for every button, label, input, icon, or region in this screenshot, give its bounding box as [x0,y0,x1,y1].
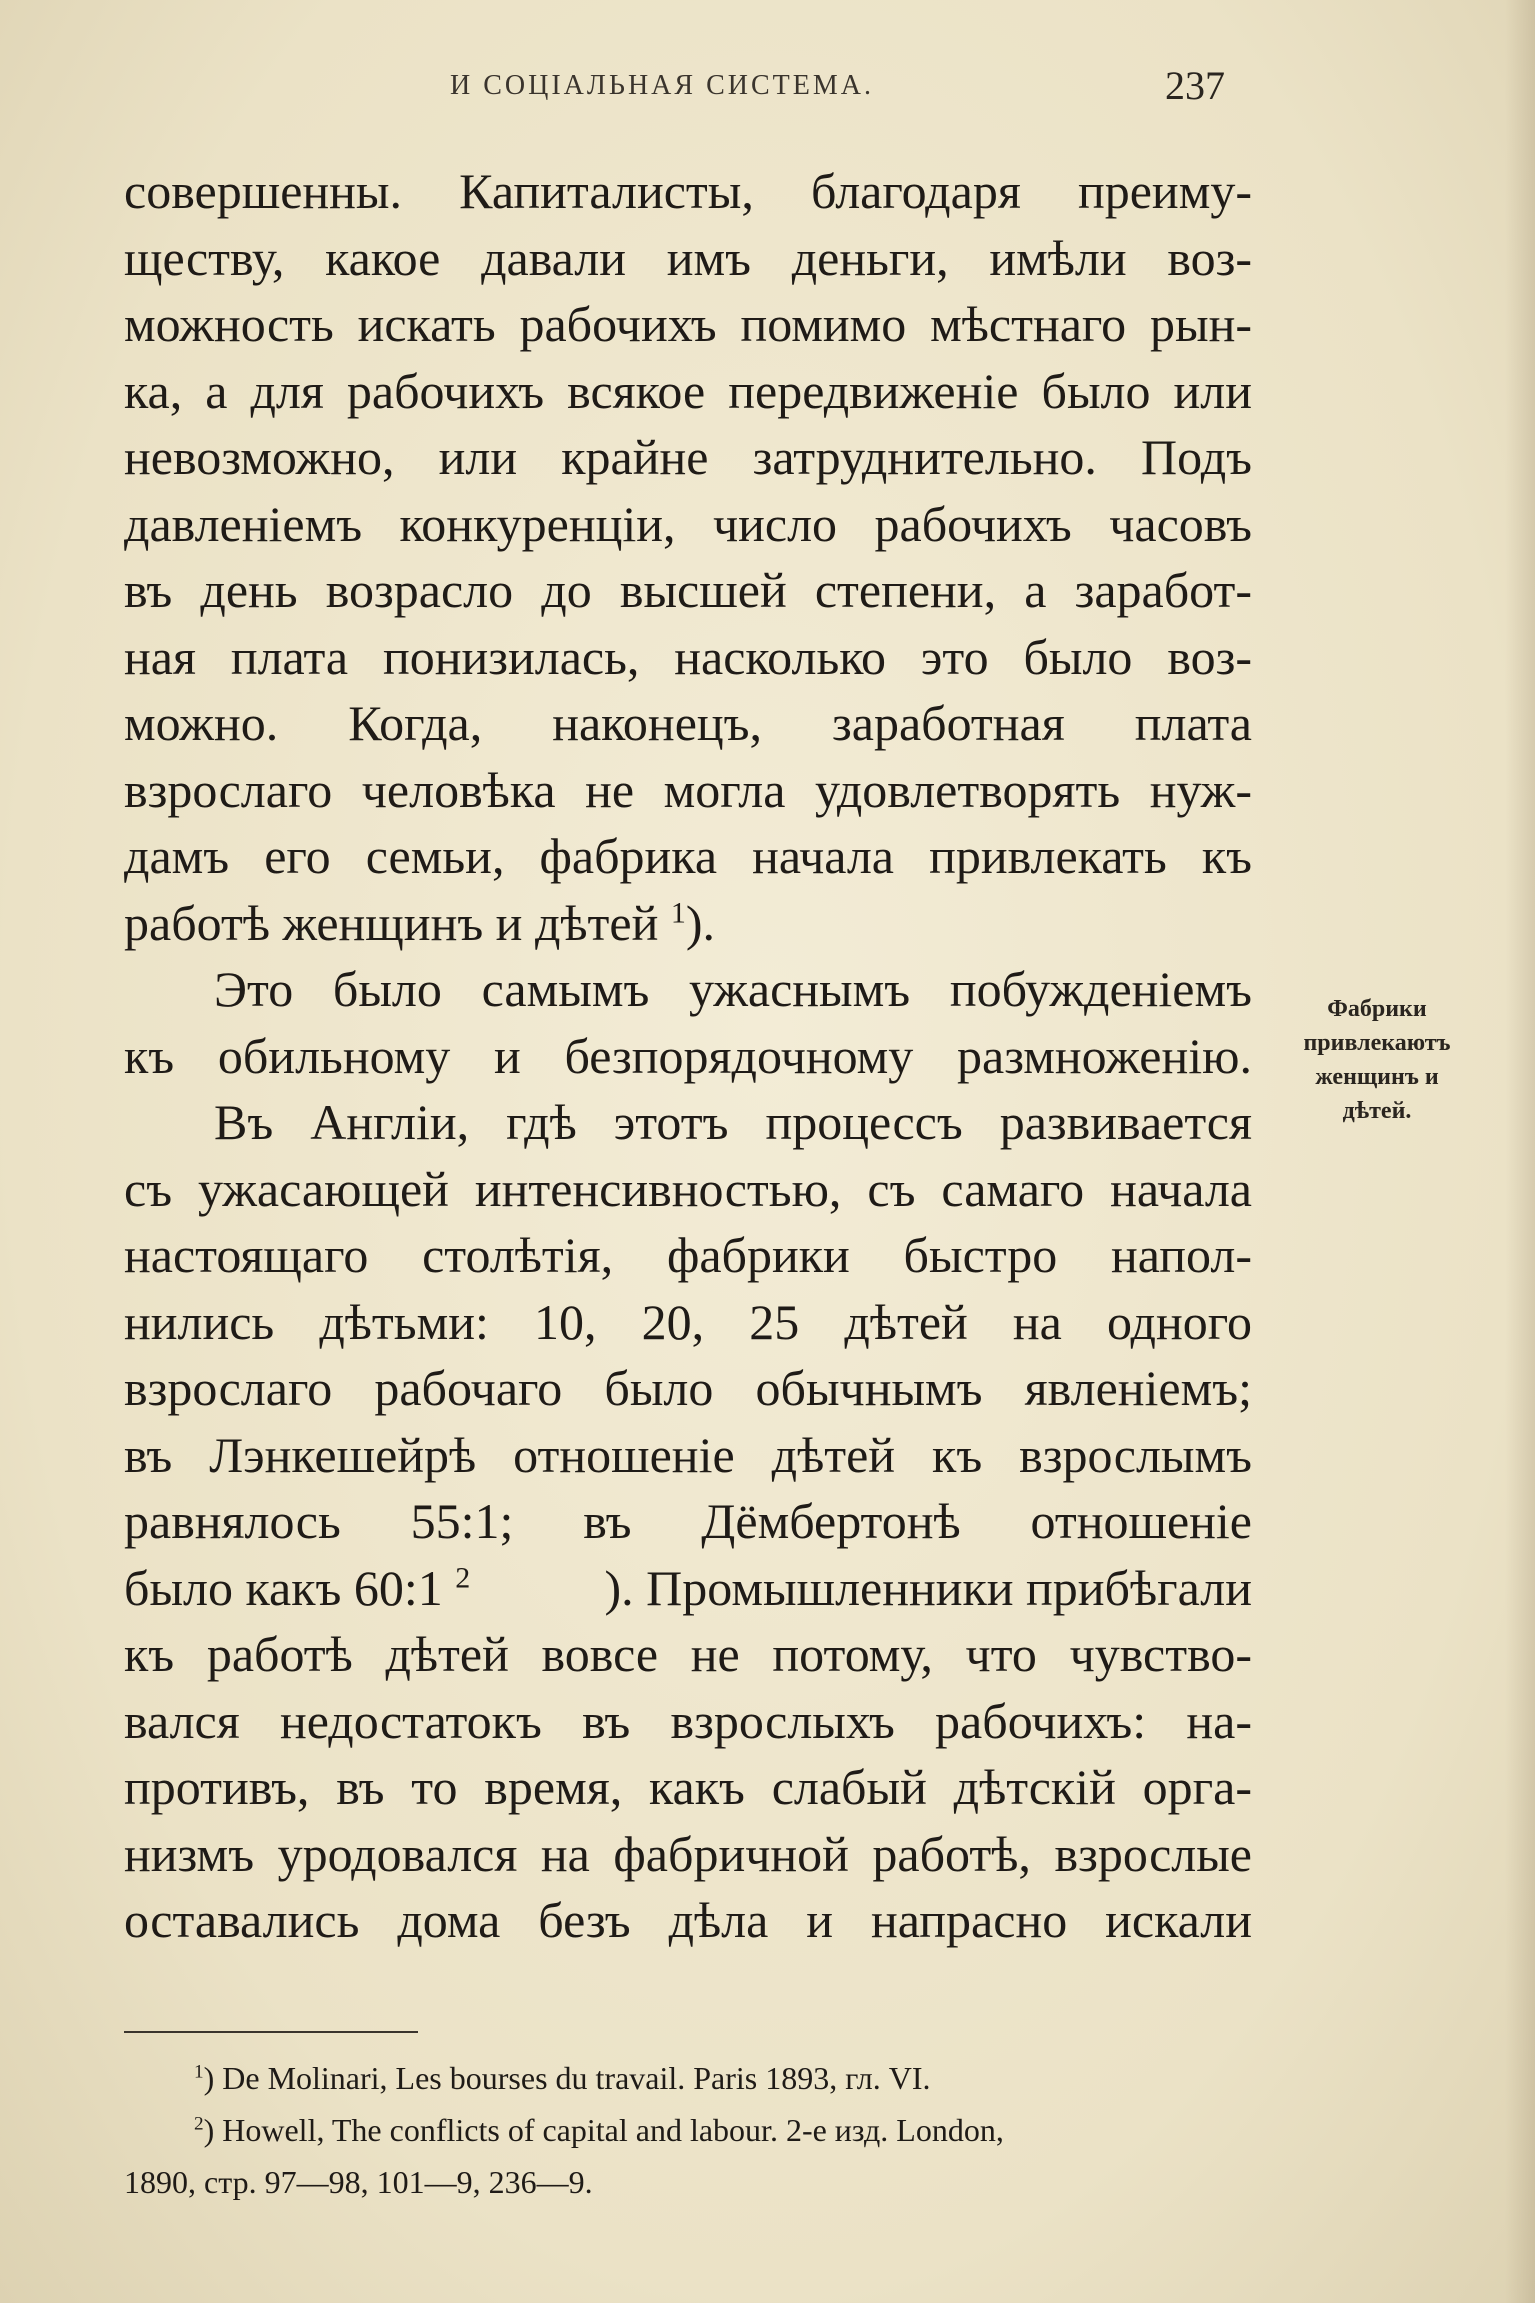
footnote-2 [124,2104,1252,2156]
main-text [124,158,1252,1954]
text-line: настоящаго столѣтія, фабрики быстро напол- [124,1227,1252,1283]
text-line: ка, а для рабочихъ всякое передвиженіе было или [124,362,1252,419]
margin-note-line: женщинъ и [1315,1064,1439,1090]
page-edge-shadow [1505,0,1535,2303]
text-fragment: ). [685,894,715,951]
text-line: ществу, какое давали имъ деньги, имѣли воз- [124,229,1252,286]
text-fragment: работѣ женщинъ и дѣтей [124,894,659,951]
text-line: Это было самымъ ужаснымъ побужденіемъ [214,961,1252,1017]
footnote-ref-1: 1 [670,895,686,929]
footnote-marker: 1 [194,2061,204,2083]
running-title: И СОЦІАЛЬНАЯ СИСТЕМА. [450,70,874,101]
text-line: противъ, въ то время, какъ слабый дѣтскій орга- [124,1759,1252,1815]
margin-note-line: дѣтей. [1342,1098,1412,1124]
footnote-text: ) Howell, The conflicts of capital and labour. 2-е изд. London, [203,2112,1004,2148]
margin-note [1262,992,1492,1128]
text-line: ная плата понизилась, насколько это было воз- [124,628,1252,685]
text-fragment [124,1555,470,1622]
text-line: къ работѣ дѣтей вовсе не потому, что чувство- [124,1626,1252,1682]
text-line: въ Лэнкешейрѣ отношеніе дѣтей къ взрослымъ [124,1426,1252,1483]
text-line: низмъ уродовался на фабричной работѣ, взрослые [124,1825,1252,1882]
footnote-2-continuation: 1890, стр. 97—98, 101—9, 236—9. [124,2164,593,2200]
text-line: взрослаго рабочаго было обычнымъ явленіемъ; [124,1360,1252,1416]
text-line: невозможно, или крайне затруднительно. Подъ [124,429,1252,485]
text-line: совершенны. Капиталисты, благодаря преиму- [124,163,1252,219]
text-line: Въ Англіи, гдѣ этотъ процессъ развивается [214,1094,1252,1150]
text-line: къ обильному и безпорядочному размноженію. [124,1027,1252,1084]
text-line: оставались дома безъ дѣла и напрасно искали [124,1892,1252,1948]
text-line: дамъ его семьи, фабрика начала привлекать къ [124,828,1252,884]
footnote-marker: 2 [194,2113,204,2135]
footnote-divider [124,2031,418,2033]
margin-note-line: привлекаютъ [1303,1030,1451,1056]
page-number: 237 [1165,63,1225,108]
text-line: можно. Когда, наконецъ, заработная плата [124,695,1252,751]
footnote-text: ) De Molinari, Les bourses du travail. Paris 1893, гл. VI. [203,2060,931,2096]
text-line [124,890,1252,957]
margin-note-line: Фабрики [1327,996,1427,1022]
text-line: нились дѣтьми: 10, 20, 25 дѣтей на одного [124,1293,1252,1350]
text-fragment: было какъ 60:1 [124,1559,443,1616]
text-line [124,1555,1252,1622]
text-line: вался недостатокъ въ взрослыхъ рабочихъ: на- [124,1692,1252,1749]
text-line: можность искать рабочихъ помимо мѣстнаго рын- [124,296,1252,352]
text-line: съ ужасающей интенсивностью, съ самаго начала [124,1160,1252,1217]
text-line: взрослаго человѣка не могла удовлетворять нуж- [124,761,1252,818]
text-line: равнялось 55:1; въ Дёмбертонѣ отношеніе [124,1493,1252,1549]
footnote-1 [124,2052,1252,2104]
text-line: давленіемъ конкуренціи, число рабочихъ часовъ [124,495,1252,552]
footnote-ref-2: 2 [455,1560,471,1594]
footnotes [124,2052,1252,2208]
page-header [120,58,1255,118]
text-fragment: ). Промышленники прибѣгали [604,1559,1252,1616]
text-line: въ день возрасло до высшей степени, а заработ- [124,562,1252,618]
